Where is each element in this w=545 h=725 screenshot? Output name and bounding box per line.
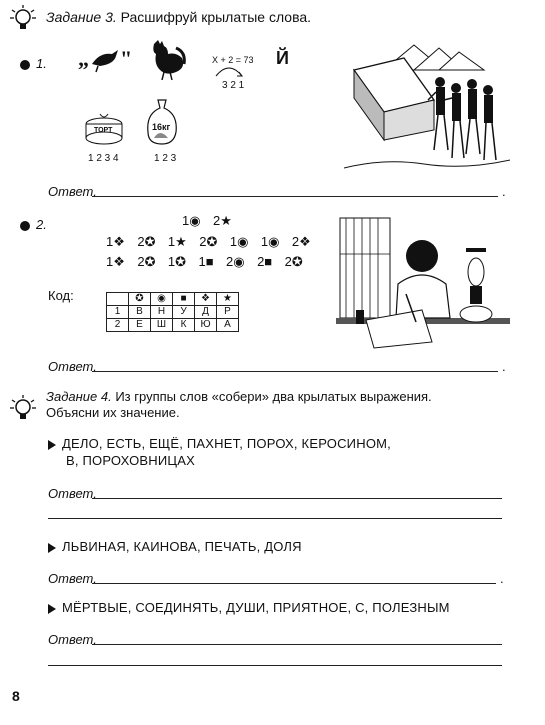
task3-text: Расшифруй крылатые слова. [120, 9, 312, 25]
word-group-line: ДЕЛО, ЕСТЬ, ЕЩЁ, ПАХНЕТ, ПОРОХ, КЕРОСИНОМ, [62, 436, 391, 451]
code-token: 1❖ [106, 234, 125, 249]
code-token: 1◉ [229, 234, 249, 249]
code-table-cell: ◉ [151, 293, 173, 306]
code-table-row [107, 319, 239, 332]
code-table-cell: ★ [217, 293, 239, 306]
code-line-2 [106, 253, 311, 271]
code-table-cell: Д [195, 306, 217, 319]
task4-heading [46, 389, 506, 404]
code-table-cell: А [217, 319, 239, 332]
group3-answer-line-2[interactable] [48, 665, 502, 666]
cake-order: 1 2 3 4 [88, 153, 119, 164]
word-group-1 [48, 436, 391, 451]
code-token: 2❖ [291, 234, 311, 249]
code-line-0 [182, 212, 240, 230]
cake-label: ТОРТ [94, 127, 113, 134]
formula-text: Х + 2 = 73 [212, 55, 254, 65]
task4-text-line1: Из группы слов «собери» два крылатых выражения. [115, 389, 432, 404]
code-table-cell: 2 [107, 319, 129, 332]
svg-text:": " [120, 46, 133, 71]
svg-text:„: „ [78, 46, 89, 71]
item2-period: . [502, 359, 506, 374]
word-group-2 [48, 539, 302, 554]
sack-label: 16кг [152, 122, 171, 132]
item1-period: . [502, 184, 506, 199]
item1-answer-line[interactable] [92, 196, 498, 197]
item1-badge [20, 60, 30, 70]
task4-text-line2: Объясни их значение. [46, 405, 180, 420]
word-group-line: ЛЬВИНАЯ, КАИНОВА, ПЕЧАТЬ, ДОЛЯ [62, 539, 302, 554]
code-token: 1★ [167, 234, 187, 249]
arrow-bullet-icon [48, 440, 56, 450]
code-token: 1❖ [106, 254, 125, 269]
code-table-header [107, 293, 239, 306]
code-table [106, 292, 239, 332]
group2-answer-line[interactable] [92, 583, 496, 584]
item2-badge [20, 221, 30, 231]
code-table-cell: ❖ [195, 293, 217, 306]
item1-number: 1. [36, 56, 47, 71]
formula-letter: Й [276, 48, 289, 68]
code-table-cell: У [173, 306, 195, 319]
sack-order: 1 2 3 [154, 153, 177, 164]
reorder-arrow-icon [214, 62, 244, 80]
item2-number: 2. [36, 217, 47, 232]
arrow-bullet-icon [48, 604, 56, 614]
code-token: 2★ [213, 213, 232, 228]
group1-answer-line[interactable] [92, 498, 502, 499]
code-label: Код: [48, 288, 74, 303]
word-group-line: МЁРТВЫЕ, СОЕДИНЯТЬ, ДУШИ, ПРИЯТНОЕ, С, ПОЛЕЗНЫМ [62, 600, 450, 615]
rooster-picture [146, 38, 188, 82]
group2-answer-label: Ответ. [48, 571, 97, 586]
bird-quotes-picture [78, 44, 134, 76]
task4-label: Задание 4. [46, 389, 112, 404]
word-group-3 [48, 600, 450, 615]
group1-answer-line-2[interactable] [48, 518, 502, 519]
order-digits: 3 2 1 [222, 80, 245, 91]
item2-answer-line[interactable] [92, 371, 498, 372]
item2-answer-label: Ответ. [48, 359, 97, 374]
code-token: 2✪ [137, 234, 156, 249]
code-table-cell: Н [151, 306, 173, 319]
code-table-cell [107, 293, 129, 306]
code-table-cell: В [129, 306, 151, 319]
boy-writing-illustration [336, 214, 510, 354]
code-table-cell: К [173, 319, 195, 332]
code-table-cell: Е [129, 319, 151, 332]
code-line-1 [106, 233, 319, 251]
code-token: 1✪ [167, 254, 187, 269]
arrow-bullet-icon [48, 543, 56, 553]
code-token: 1◉ [182, 213, 201, 228]
code-table-cell: Р [217, 306, 239, 319]
code-table-cell: Ш [151, 319, 173, 332]
code-table-cell: 1 [107, 306, 129, 319]
word-group-1-line2: В, ПОРОХОВНИЦАХ [66, 453, 195, 468]
lightbulb-icon [8, 394, 38, 424]
group3-answer-label: Ответ. [48, 632, 97, 647]
group1-answer-label: Ответ. [48, 486, 97, 501]
code-token: 2✪ [137, 254, 156, 269]
code-token: 2✪ [284, 254, 303, 269]
code-token: 2✪ [199, 234, 218, 249]
code-table-row [107, 306, 239, 319]
code-table-cell: ✪ [129, 293, 151, 306]
item1-answer-label: Ответ. [48, 184, 97, 199]
task3-label: Задание 3. [46, 9, 117, 25]
group2-period: . [500, 571, 504, 586]
code-table-cell: Ю [195, 319, 217, 332]
code-token: 2◉ [226, 254, 245, 269]
code-token: 1■ [198, 254, 214, 269]
page-number: 8 [12, 688, 20, 704]
code-table-cell: ■ [173, 293, 195, 306]
code-token: 2■ [257, 254, 273, 269]
group3-answer-line[interactable] [92, 644, 502, 645]
pyramid-builders-illustration [344, 40, 510, 170]
lightbulb-icon [8, 4, 38, 34]
code-token: 1◉ [260, 234, 280, 249]
task3-heading [46, 9, 311, 25]
